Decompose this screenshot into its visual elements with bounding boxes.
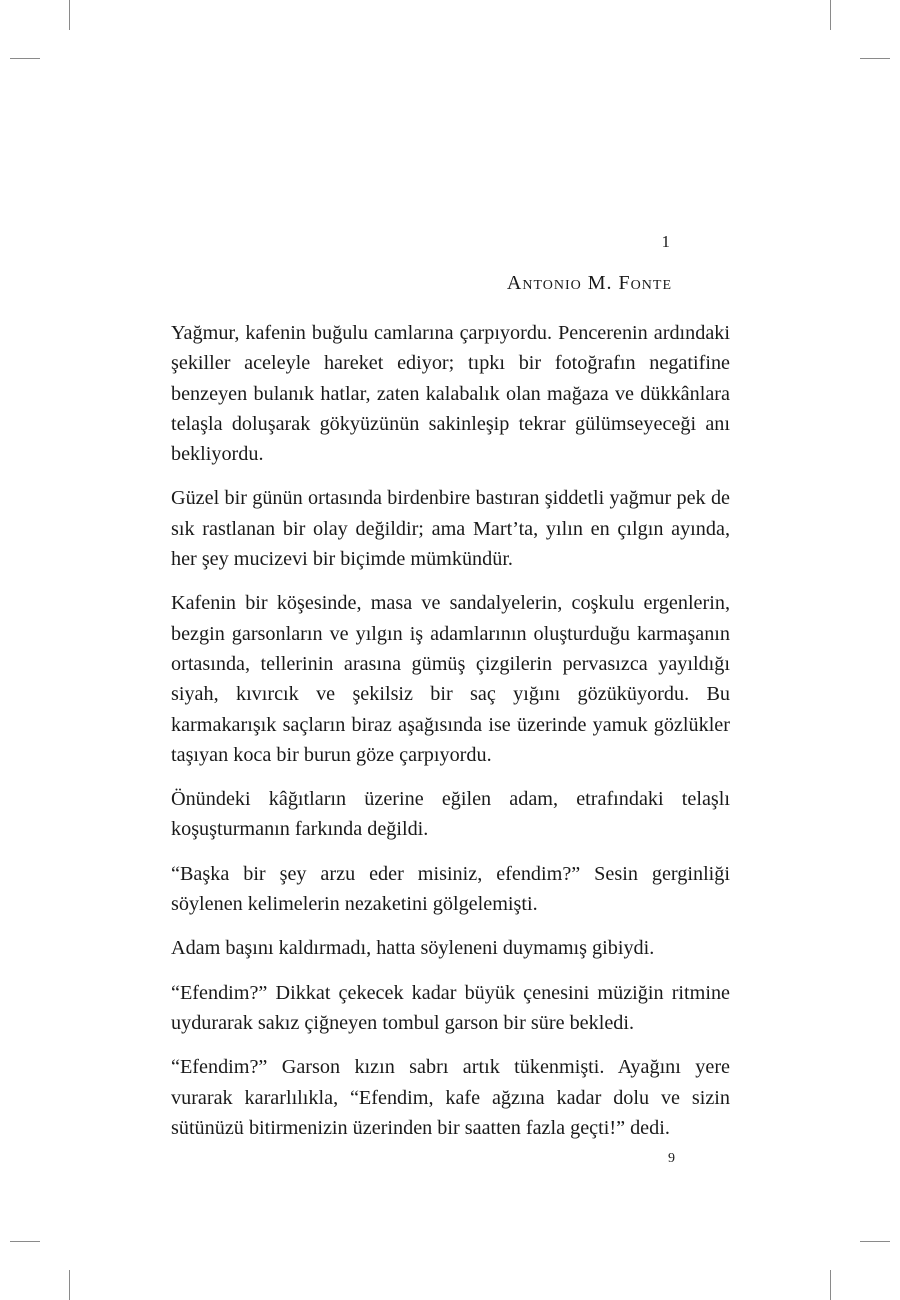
crop-mark-top-left bbox=[69, 0, 70, 30]
crop-mark-top-right bbox=[830, 0, 831, 30]
paragraph: Güzel bir günün ortasında birdenbire bastıran şiddetli yağmur pek de sık rastlanan bir olay değildir; ama Mart’ta, yılın en çılgın ayında, her şey mucizevi bir biçimde mümkündür. bbox=[171, 487, 730, 571]
paragraph: Kafenin bir köşesinde, masa ve sandalyelerin, coşkulu ergenlerin, bezgin garsonların ve yılgın iş adamlarının oluşturduğu karmaşanın ortasında, tellerinin arasına gümüş çizgilerin pervasızca yayıldığı siyah, kıvırcık ve şekilsiz bir saç yığını gözüküyordu. Bu karmakarışık saçların biraz aşağısında ise üzerinde yamuk gözlükler taşıyan koca bir burun göze çarpıyordu. bbox=[171, 592, 730, 766]
paragraph: “Efendim?” Dikkat çekecek kadar büyük çenesini müziğin ritmine uydurarak sakız çiğneyen tombul garson bir süre bekledi. bbox=[171, 981, 730, 1034]
crop-mark-left-bottom bbox=[10, 1241, 40, 1242]
crop-mark-left-top bbox=[10, 58, 40, 59]
chapter-number: 1 bbox=[661, 232, 670, 251]
crop-mark-bottom-right bbox=[830, 1270, 831, 1300]
paragraph: Yağmur, kafenin buğulu camlarına çarpıyordu. Pencerenin ardındaki şekiller aceleyle hareket ediyor; tıpkı bir fotoğrafın negatifine benzeyen bulanık hatlar, zaten kalabalık olan mağaza ve dükkânlara telaşla doluşarak gökyüzünün sakinleşip tekrar gülümseyeceği anı bekliyordu. bbox=[171, 322, 730, 466]
running-head-author: Antonio M. Fonte bbox=[506, 272, 672, 294]
paragraph: Önündeki kâğıtların üzerine eğilen adam, etrafındaki telaşlı koşuşturmanın farkında değildi. bbox=[171, 788, 730, 841]
paragraph: Adam başını kaldırmadı, hatta söyleneni duymamış gibiydi. bbox=[171, 937, 655, 960]
crop-mark-bottom-left bbox=[69, 1270, 70, 1300]
paragraph: “Efendim?” Garson kızın sabrı artık tükenmişti. Ayağını yere vurarak kararlılıkla, “Efendim, kafe ağzına kadar dolu ve sizin sütünüzü bitirmenizin üzerinden bir saatten fazla geçti!” dedi. bbox=[171, 1056, 730, 1139]
crop-mark-right-bottom bbox=[860, 1241, 890, 1242]
page-number: 9 bbox=[668, 1151, 675, 1166]
paragraph: “Başka bir şey arzu eder misiniz, efendim?” Sesin gerginliği söylenen kelimelerin nezaketini gölgelemişti. bbox=[171, 862, 730, 916]
crop-mark-right-top bbox=[860, 58, 890, 59]
body-text bbox=[171, 318, 730, 1157]
